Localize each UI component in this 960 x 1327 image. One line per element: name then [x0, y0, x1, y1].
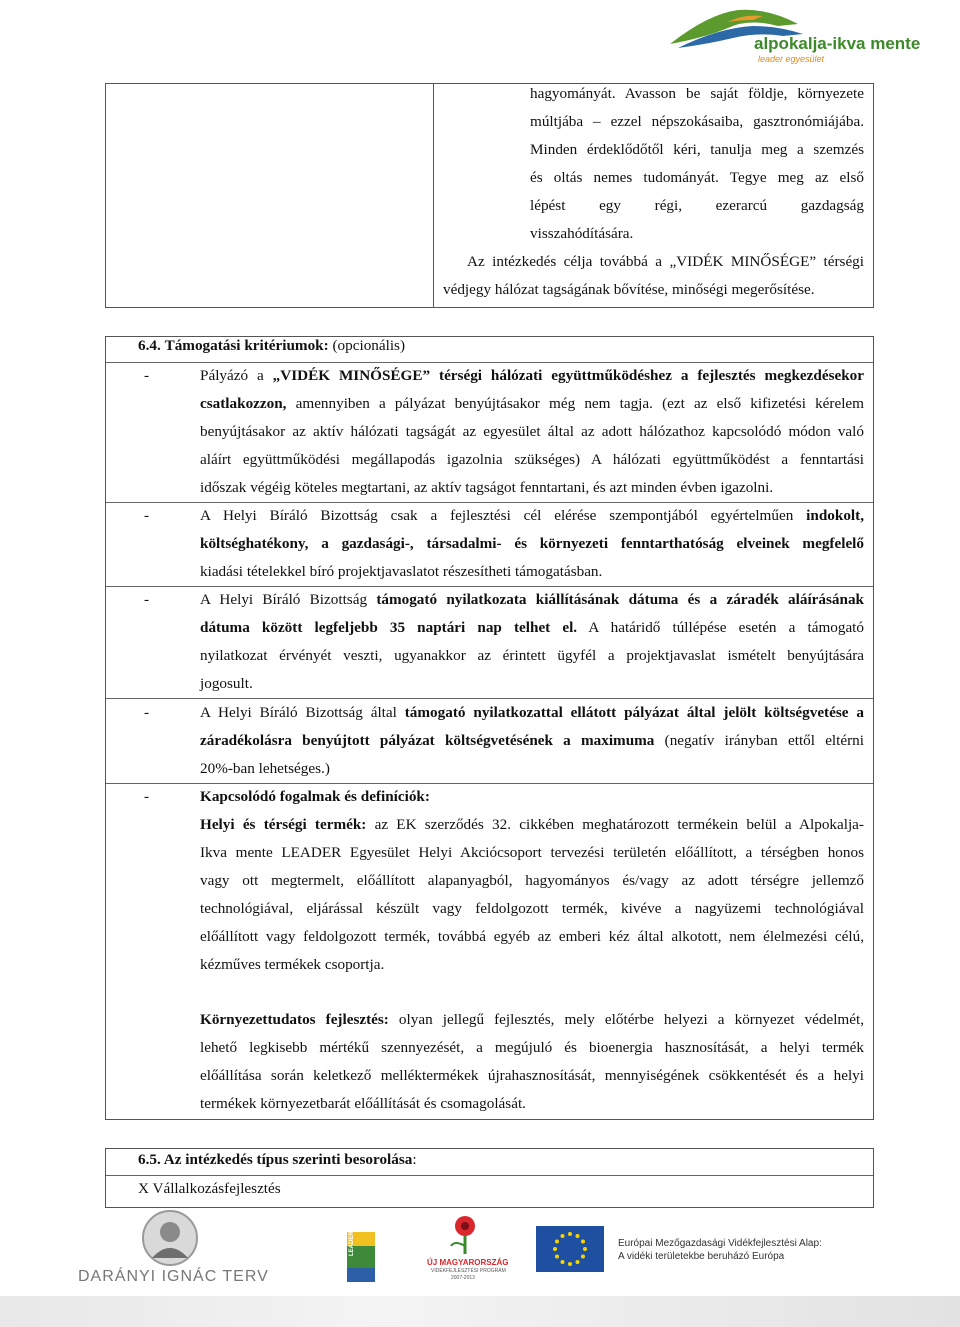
- box1-line-8: védjegy hálózat tagságának bővítése, minőségi megerősítése.: [443, 281, 815, 298]
- item3-line-4: jogosult.: [200, 675, 253, 692]
- bullet-dash: -: [144, 367, 150, 384]
- item5b-line-2: lehető legkisebb mértékű szennyezését, a megújuló és bioenergia hasznosítását, a helyi termék: [200, 1039, 864, 1056]
- bullet-dash: -: [144, 788, 150, 805]
- item5-line-7: kézműves termékek csoportja.: [200, 956, 385, 973]
- classification-divider: [106, 1175, 873, 1176]
- divider-3: [106, 586, 873, 587]
- item5b-line-3: előállítása során keletkező melléktermékek újrahasznosítását, mennyiségének csökkentését és a helyi: [200, 1067, 864, 1084]
- box1-line-4: és oltás nemes tudományát. Tegye meg az első: [530, 169, 864, 186]
- item1-line-1: Pályázó a „VIDÉK MINŐSÉGE” térségi hálózati együttműködéshez a fejlesztés megkezdésekor: [200, 367, 865, 384]
- eu-text-line-2: A vidéki területekbe beruházó Európa: [618, 1251, 785, 1262]
- item4-line-1: A Helyi Bíráló Bizottság által támogató nyilatkozattal ellátott pályázat által jelölt költségvetése a: [200, 704, 864, 721]
- box1-line-5: lépést egy régi, ezerarcú gazdagság: [530, 197, 864, 214]
- footer-stripe: [0, 1296, 960, 1327]
- criteria-title-optional: (opcionális): [332, 337, 406, 354]
- footer-daranyi-logo: [78, 1208, 268, 1290]
- item5b-line-1: Környezettudatos fejlesztés: olyan jellegű fejlesztés, mely előtérbe helyezi a környezet védelmét,: [200, 1011, 864, 1028]
- classification-title: 6.5. Az intézkedés típus szerinti besorolása:: [138, 1151, 417, 1168]
- item4-line-3: 20%-ban lehetséges.): [200, 760, 330, 777]
- item3-line-3: nyilatkozat érvényét veszti, ugyanakkor az érintett ügyfél a projektjavaslat ismételt benyújtására: [200, 647, 864, 664]
- footer-eu-logo: [536, 1226, 916, 1274]
- item2-line-2: költséghatékony, a gazdasági-, társadalmi- és környezeti fenntarthatóság elveinek megfelelő: [200, 535, 864, 552]
- bullet-dash: -: [144, 591, 150, 608]
- item5-line-5: technológiával, eljárással készült vagy feldolgozott termék, kivéve a nagyüzemi technológiával: [200, 900, 864, 917]
- classification-value: X Vállalkozásfejlesztés: [138, 1180, 281, 1197]
- box1-line-2: múltjába – ezzel népszokásaiba, gasztronómiájába.: [530, 113, 864, 130]
- criteria-title: [138, 336, 405, 356]
- criteria-title-number: 6.4.: [138, 337, 161, 354]
- box1-line-6: visszahódítására.: [530, 225, 634, 242]
- divider-5: [106, 783, 873, 784]
- umvp-line-2: VIDÉKFEJLESZTÉSI PROGRAM: [431, 1268, 506, 1274]
- continuation-table-divider: [433, 83, 434, 308]
- header-logo: [668, 4, 928, 66]
- item4-line-2: záradékolásra benyújtott pályázat költségvetésének a maximuma (negatív irányban ettől eltérni: [200, 732, 864, 749]
- item1-line-4: aláírt együttműködési megállapodás igazolnia szükséges) A hálózati együttműködést a fenntartási: [200, 451, 864, 468]
- box1-line-3: Minden érdeklődőtől kéri, tanulja meg a szemzés: [530, 141, 864, 158]
- item5-line-2: Helyi és térségi termék: az EK szerződés 32. cikkében meghatározott termékein belül a Alpokalja-: [200, 816, 864, 833]
- divider-2: [106, 502, 873, 503]
- eu-flag-icon: [536, 1226, 604, 1272]
- leader-text: LEADER: [349, 1231, 355, 1256]
- item2-line-3: kiadási tételekkel bíró projektjavaslatot részesítheti támogatásban.: [200, 563, 603, 580]
- footer-umvp-logo: [425, 1212, 509, 1288]
- item1-line-2: csatlakozzon, amennyiben a pályázat benyújtásakor még nem tagja. (ezt az első kifizetési kérelem: [200, 395, 864, 412]
- umvp-line-1: ÚJ MAGYARORSZÁG: [427, 1258, 509, 1267]
- item5-line-4: vagy ott megtermelt, előállított alapanyagból, hagyományos és/vagy az adott térségre jellemző: [200, 872, 864, 889]
- item5-line-3: Ikva mente LEADER Egyesület Helyi Akciócsoport tervezési területén előállított, a térségben honos: [200, 844, 864, 861]
- logo-subtitle: leader egyesület: [758, 54, 825, 64]
- portrait-icon: [142, 1208, 198, 1268]
- box1-line-7: Az intézkedés célja továbbá a „VIDÉK MINŐSÉGE” térségi: [467, 253, 864, 270]
- item1-line-5: időszak végéig köteles megtartani, az aktív tagságot fenntartani, és azt minden évben igazolni.: [200, 479, 774, 496]
- flower-icon: [445, 1212, 485, 1256]
- footer-leader-logo: [343, 1230, 379, 1286]
- bullet-dash: -: [144, 507, 150, 524]
- bullet-dash: -: [144, 704, 150, 721]
- daranyi-text: DARÁNYI IGNÁC TERV: [78, 1268, 269, 1285]
- item3-line-1: A Helyi Bíráló Bizottság támogató nyilatkozata kiállításának dátuma és a záradék aláírásának: [200, 591, 864, 608]
- item5b-line-4: termékek környezetbarát előállítását és csomagolását.: [200, 1095, 526, 1112]
- divider-4: [106, 698, 873, 699]
- box1-line-1: hagyományát. Avasson be saját földje, környezete: [530, 85, 864, 102]
- umvp-line-3: 2007-2013: [451, 1275, 475, 1281]
- item3-line-2: dátuma között legfeljebb 35 naptári nap telhet el. A határidő túllépése esetén a támogató: [200, 619, 864, 636]
- eu-text-line-1: Európai Mezőgazdasági Vidékfejlesztési Alap:: [618, 1238, 822, 1249]
- item1-line-3: benyújtásakor az aktív hálózati tagságát az egyesület által az adott hálózathoz kapcsolódó módon való: [200, 423, 864, 440]
- item5-line-1: Kapcsolódó fogalmak és definíciók:: [200, 788, 430, 805]
- item5-line-6: előállított vagy feldolgozott termék, továbbá egyéb az emberi kéz által alkotott, nem élelmezési célú,: [200, 928, 864, 945]
- divider-1: [106, 362, 873, 363]
- logo-name: alpokalja-ikva mente: [754, 34, 921, 53]
- criteria-title-label: Támogatási kritériumok:: [164, 337, 329, 354]
- item2-line-1: A Helyi Bíráló Bizottság csak a fejlesztési cél elérése szempontjából egyértelműen indokolt,: [200, 507, 864, 524]
